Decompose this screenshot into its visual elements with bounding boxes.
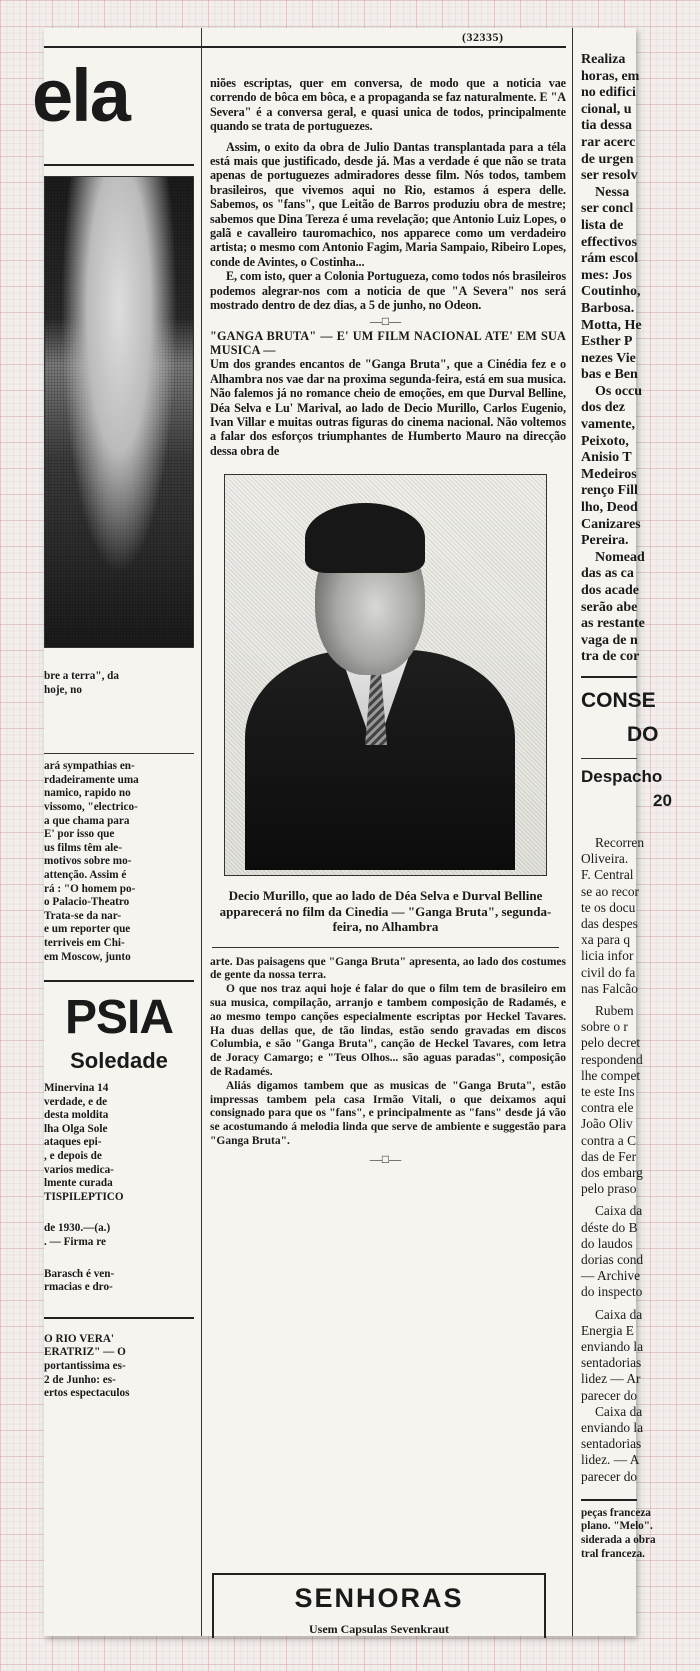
left-line: varios medica-: [44, 1163, 114, 1176]
right-line: vaga de n: [581, 632, 638, 648]
left-line: namico, rapido no: [44, 787, 131, 800]
left-ad-subtitle: Soledade: [70, 1048, 168, 1074]
article-separator: —□—: [369, 313, 402, 328]
right-line: Recorren: [595, 834, 645, 850]
left-lines-f: [44, 1333, 194, 1401]
left-line: o Palacio-Theatro: [44, 896, 130, 909]
right-line: mes: Jos: [581, 267, 632, 283]
right-line: nezes Vie: [581, 350, 636, 366]
right-line: dos acade: [581, 583, 639, 598]
right-line: lidez — Ar: [581, 1371, 641, 1387]
right-line: licia infor: [581, 948, 634, 964]
right-line: te este Ins: [581, 1084, 635, 1100]
newspaper-clipping: [32, 28, 672, 1636]
left-line: us films têm ale-: [44, 841, 122, 854]
left-lines-c: [44, 1082, 194, 1204]
right-line: Caixa da: [595, 1306, 643, 1322]
left-big-heading: ela: [32, 54, 129, 137]
right-line: sentadorias: [581, 1436, 642, 1452]
right-line: pelo praso: [581, 1181, 637, 1197]
right-line: te os docu: [581, 899, 636, 915]
left-line: O RIO VERA': [44, 1332, 115, 1345]
right-line: do inspecto: [581, 1284, 643, 1300]
right-line: Canizares: [581, 516, 641, 532]
right-rule: [581, 676, 637, 678]
right-line: lidez. — A: [581, 1452, 640, 1468]
right-line: lhe compet: [581, 1067, 641, 1083]
article-paragraph: arte. Das paisagens que "Ganga Bruta" apresenta, ao lado dos costumes de gente da nossa terra.: [210, 955, 566, 982]
left-line: de 1930.—(a.): [44, 1222, 111, 1235]
right-line: pelo decret: [581, 1035, 641, 1051]
left-lines-a: [44, 670, 194, 697]
right-line: peças franceza: [581, 1506, 651, 1519]
left-line: rá : "O homem po-: [44, 882, 136, 895]
left-rule: [44, 164, 194, 166]
right-line: parecer do: [581, 1468, 638, 1484]
right-line: Barbosa.: [581, 300, 635, 316]
right-line: ser resolv: [581, 168, 638, 184]
right-line: Esther P: [581, 334, 633, 350]
right-line: contra ele: [581, 1100, 634, 1116]
right-line: dos embarg: [581, 1165, 643, 1181]
right-line: das de Fer: [581, 1148, 637, 1164]
left-line: ataques epi-: [44, 1136, 102, 1149]
article-paragraph: Aliás digamos tambem que as musicas de "Ganga Bruta", estão impressas tambem pela casa Irmão Vitali, o que deixamos aqui consignado para que os "fans", e principalmente as "fans" desde já vão se acostumando á melodia linda que serve de ambiente e suggestão para "Ganga Bruta".: [210, 1079, 566, 1148]
right-heading-conse: CONSE: [581, 688, 656, 712]
left-column: [32, 28, 194, 1636]
right-line: sentadorias: [581, 1355, 642, 1371]
right-line: effectivos: [581, 234, 637, 250]
right-line: nas Falcão: [581, 980, 638, 996]
right-line: João Oliv: [581, 1116, 633, 1132]
left-rule: [44, 1317, 194, 1319]
right-line: Pereira.: [581, 533, 629, 549]
right-line: plano. "Melo".: [581, 1520, 653, 1533]
right-rule: [581, 1499, 637, 1501]
left-line: Barasch é ven-: [44, 1267, 115, 1280]
right-line: Medeiros: [581, 466, 637, 482]
right-line: Rubem: [595, 1003, 634, 1018]
left-rule: [44, 980, 194, 982]
right-line: tral franceza.: [581, 1547, 645, 1560]
left-line: ERATRIZ" — O: [44, 1346, 126, 1359]
right-line: rám escol: [581, 251, 639, 267]
left-rule: [44, 753, 194, 754]
right-lines-j: [581, 1506, 656, 1561]
right-line: das as ca: [581, 566, 634, 582]
right-lines-e: [581, 834, 645, 997]
photo-caption: Decio Murillo, que ao lado de Déa Selva e Durval Belline apparecerá no film da Cinedia — "Ganga Bruta", segunda-feira, no Alhambra: [219, 888, 552, 935]
right-lines-h: [581, 1306, 644, 1404]
article-paragraph: niões escriptas, quer em conversa, de modo que a noticia vae correndo de bôca em bôca, e a propaganda se faz naturalmente. E "A Severa" é a conversa geral, e quasi unica de todos, principalmente quando se trata de portuguezes.: [210, 76, 566, 134]
right-heading-number: 20: [653, 790, 672, 810]
left-photo: [44, 176, 194, 648]
right-line: vamente,: [581, 417, 636, 433]
right-lines-g: [581, 1203, 644, 1300]
right-line: dorias cond: [581, 1252, 644, 1268]
right-line: contra a C: [581, 1132, 637, 1148]
right-lines-f: [581, 1003, 643, 1197]
left-line: E' por isso que: [44, 828, 115, 841]
right-line: Nomead: [595, 549, 645, 565]
right-line: civil do fa: [581, 964, 636, 980]
right-line: sobre o r: [581, 1019, 628, 1035]
left-line: Trata-se da nar-: [44, 909, 122, 922]
right-line: Anisio T: [581, 450, 632, 466]
left-line: lmente curada: [44, 1177, 113, 1190]
right-line: — Archive: [581, 1268, 641, 1284]
right-line: Coutinho,: [581, 284, 641, 300]
article-heading: "GANGA BRUTA" — E' UM FILM NACIONAL ATE' EM SUA MUSICA —: [210, 328, 566, 357]
right-line: renço Fill: [581, 483, 638, 499]
left-line: portantissima es-: [44, 1360, 126, 1372]
right-heading-block: [581, 684, 672, 813]
left-line: , e depois de: [44, 1150, 102, 1163]
right-line: no edifici: [581, 85, 636, 101]
left-line: vissomo, "electrico-: [44, 800, 138, 813]
right-line: Nessa: [595, 184, 630, 200]
right-rule: [581, 758, 637, 759]
right-column: [572, 28, 672, 1636]
right-lines-b: [581, 184, 642, 384]
portrait-photo: [224, 474, 547, 876]
left-line: desta moldita: [44, 1109, 109, 1122]
senhoras-ad-subtitle: Usem Capsulas Sevenkraut: [308, 1622, 449, 1636]
right-heading-do: DO: [627, 722, 659, 746]
caption-rule: [212, 947, 559, 948]
left-line: Minervina 14: [44, 1082, 109, 1095]
right-line: Realiza: [581, 52, 626, 67]
article-continuation: [202, 956, 569, 1149]
right-line: ser concl: [581, 201, 634, 217]
right-lines-c: [581, 383, 643, 550]
article-ganga-bruta: [202, 329, 569, 459]
left-lines-b: [44, 760, 194, 964]
right-line: horas, em: [581, 68, 640, 84]
senhoras-ad: [212, 1573, 546, 1638]
right-line: Oliveira.: [581, 851, 629, 867]
left-line: lha Olga Sole: [44, 1122, 108, 1135]
right-line: respondend: [581, 1051, 643, 1067]
right-line: enviando la: [581, 1420, 644, 1436]
edition-number: (32335): [462, 30, 504, 44]
right-line: lho, Deod: [581, 500, 638, 516]
left-line: bre a terra", da: [44, 670, 119, 682]
right-line: de urgen: [581, 151, 634, 167]
right-lines-a: [581, 52, 640, 185]
left-line: rdadeiramente uma: [44, 773, 139, 786]
portrait-hair: [305, 503, 425, 573]
left-ad-title: PSIA: [64, 991, 174, 1045]
article-separator: —□—: [369, 1151, 402, 1166]
article-paragraph: O que nos traz aqui hoje é falar do que o film tem de brasileiro em sua musica, compilação, arranjo e tambem composição de Radamés, e ao mesmo tempo canções especialmente escriptas por Heckel Tavares. Ha duas dellas que, de tão lindas, estão sendo gravadas em discos Columbia, e são "Ganga Bruta", canção de Heckel Tavares, com letra de Joracy Camargo; e "Teus Olhos... são aguas paradas", composição de Radamés.: [210, 983, 566, 1079]
right-line: do laudos: [581, 1235, 633, 1251]
right-line: xa para q: [581, 932, 631, 948]
left-line: TISPILEPTICO: [44, 1190, 124, 1203]
middle-column: [201, 28, 569, 1636]
right-line: Caixa da: [595, 1403, 643, 1419]
right-line: parecer do: [581, 1387, 638, 1403]
right-line: serão abe: [581, 599, 638, 615]
left-lines-d: [44, 1222, 194, 1249]
right-line: déste do B: [581, 1219, 638, 1235]
left-line: hoje, no: [44, 683, 82, 696]
right-lines-d: [581, 549, 645, 666]
left-line: 2 de Junho: es-: [44, 1373, 116, 1386]
article-paragraph: Um dos grandes encantos de "Ganga Bruta", que a Cinédia fez e o Alhambra nos vae dar na proxima segunda-feira, está em sua musica. Não falemos já no romance cheio de emoções, em que Durval Belline, Déa Selva e Lu' Marival, ao lado de Decio Murillo, Carlos Eugenio, Ivan Villar e muitas outras figuras do cinema nacional. Não voltemos a falar dos esforços triumphantes de Humberto Mauro na direcção dessa obra de: [210, 357, 566, 458]
right-line: Peixoto,: [581, 433, 629, 449]
left-line: ertos espectaculos: [44, 1387, 130, 1400]
right-line: Os occu: [595, 383, 643, 399]
left-line: attenção. Assim é: [44, 868, 127, 881]
right-line: das despes: [581, 915, 638, 931]
right-line: Energia E: [581, 1322, 634, 1338]
right-line: cional, u: [581, 101, 632, 117]
right-line: lista de: [581, 217, 624, 233]
right-line: as restante: [581, 616, 645, 632]
left-line: motivos sobre mo-: [44, 855, 132, 868]
right-line: tia dessa: [581, 118, 632, 134]
left-line: . — Firma re: [44, 1236, 106, 1249]
right-line: siderada a obra: [581, 1534, 656, 1547]
left-lines-e: [44, 1268, 194, 1295]
left-line: ará sympathias en-: [44, 760, 135, 773]
right-lines-i: [581, 1403, 644, 1485]
left-line: e um reporter que: [44, 923, 131, 936]
article-a-severa: [202, 76, 569, 313]
right-line: bas e Ben: [581, 367, 638, 383]
right-line: F. Central: [581, 867, 634, 883]
right-line: enviando la: [581, 1339, 644, 1355]
right-line: se ao recor: [581, 883, 639, 899]
left-line: rmacias e dro-: [44, 1281, 113, 1294]
right-line: rar acerc: [581, 134, 636, 150]
senhoras-ad-title: SENHORAS: [294, 1583, 464, 1613]
left-line: a que chama para: [44, 814, 130, 827]
right-line: Motta, He: [581, 317, 642, 333]
left-line: terriveis em Chi-: [44, 936, 125, 949]
left-line: em Moscow, junto: [44, 950, 131, 963]
right-heading-despacho: Despacho: [581, 766, 663, 786]
right-line: Caixa da: [595, 1203, 643, 1219]
right-line: dos dez: [581, 400, 625, 416]
right-line: tra de cor: [581, 649, 640, 665]
article-paragraph: Assim, o exito da obra de Julio Dantas transplantada para a téla está mais que justificado, desde já. Mas a verdade é que não se trata apenas de portuguezes admiradores desse film. Nós todos, tambem brasileiros, que vivemos aqui no Rio, estamos á espera delle. Sabemos, os "fans", que Leitão de Barros produziu obra de mestre; sabemos que Dina Tereza é uma revelação; que Antonio Luiz Lopes, o galã e cavalleiro tauromachico, nos apparece como um verdadeiro artista; o mesmo com Antonio Fagim, Maria Sampaio, Ribeiro Lopes, conde de Avintes, o Costinha...: [210, 139, 566, 269]
article-paragraph: E, com isto, quer a Colonia Portugueza, como todos nós brasileiros podemos alegrar-nos com a noticia de que "A Severa" nos será mostrado dentro de dez dias, a 5 de junho, no Odeon.: [210, 269, 566, 313]
left-line: verdade, e de: [44, 1095, 108, 1108]
